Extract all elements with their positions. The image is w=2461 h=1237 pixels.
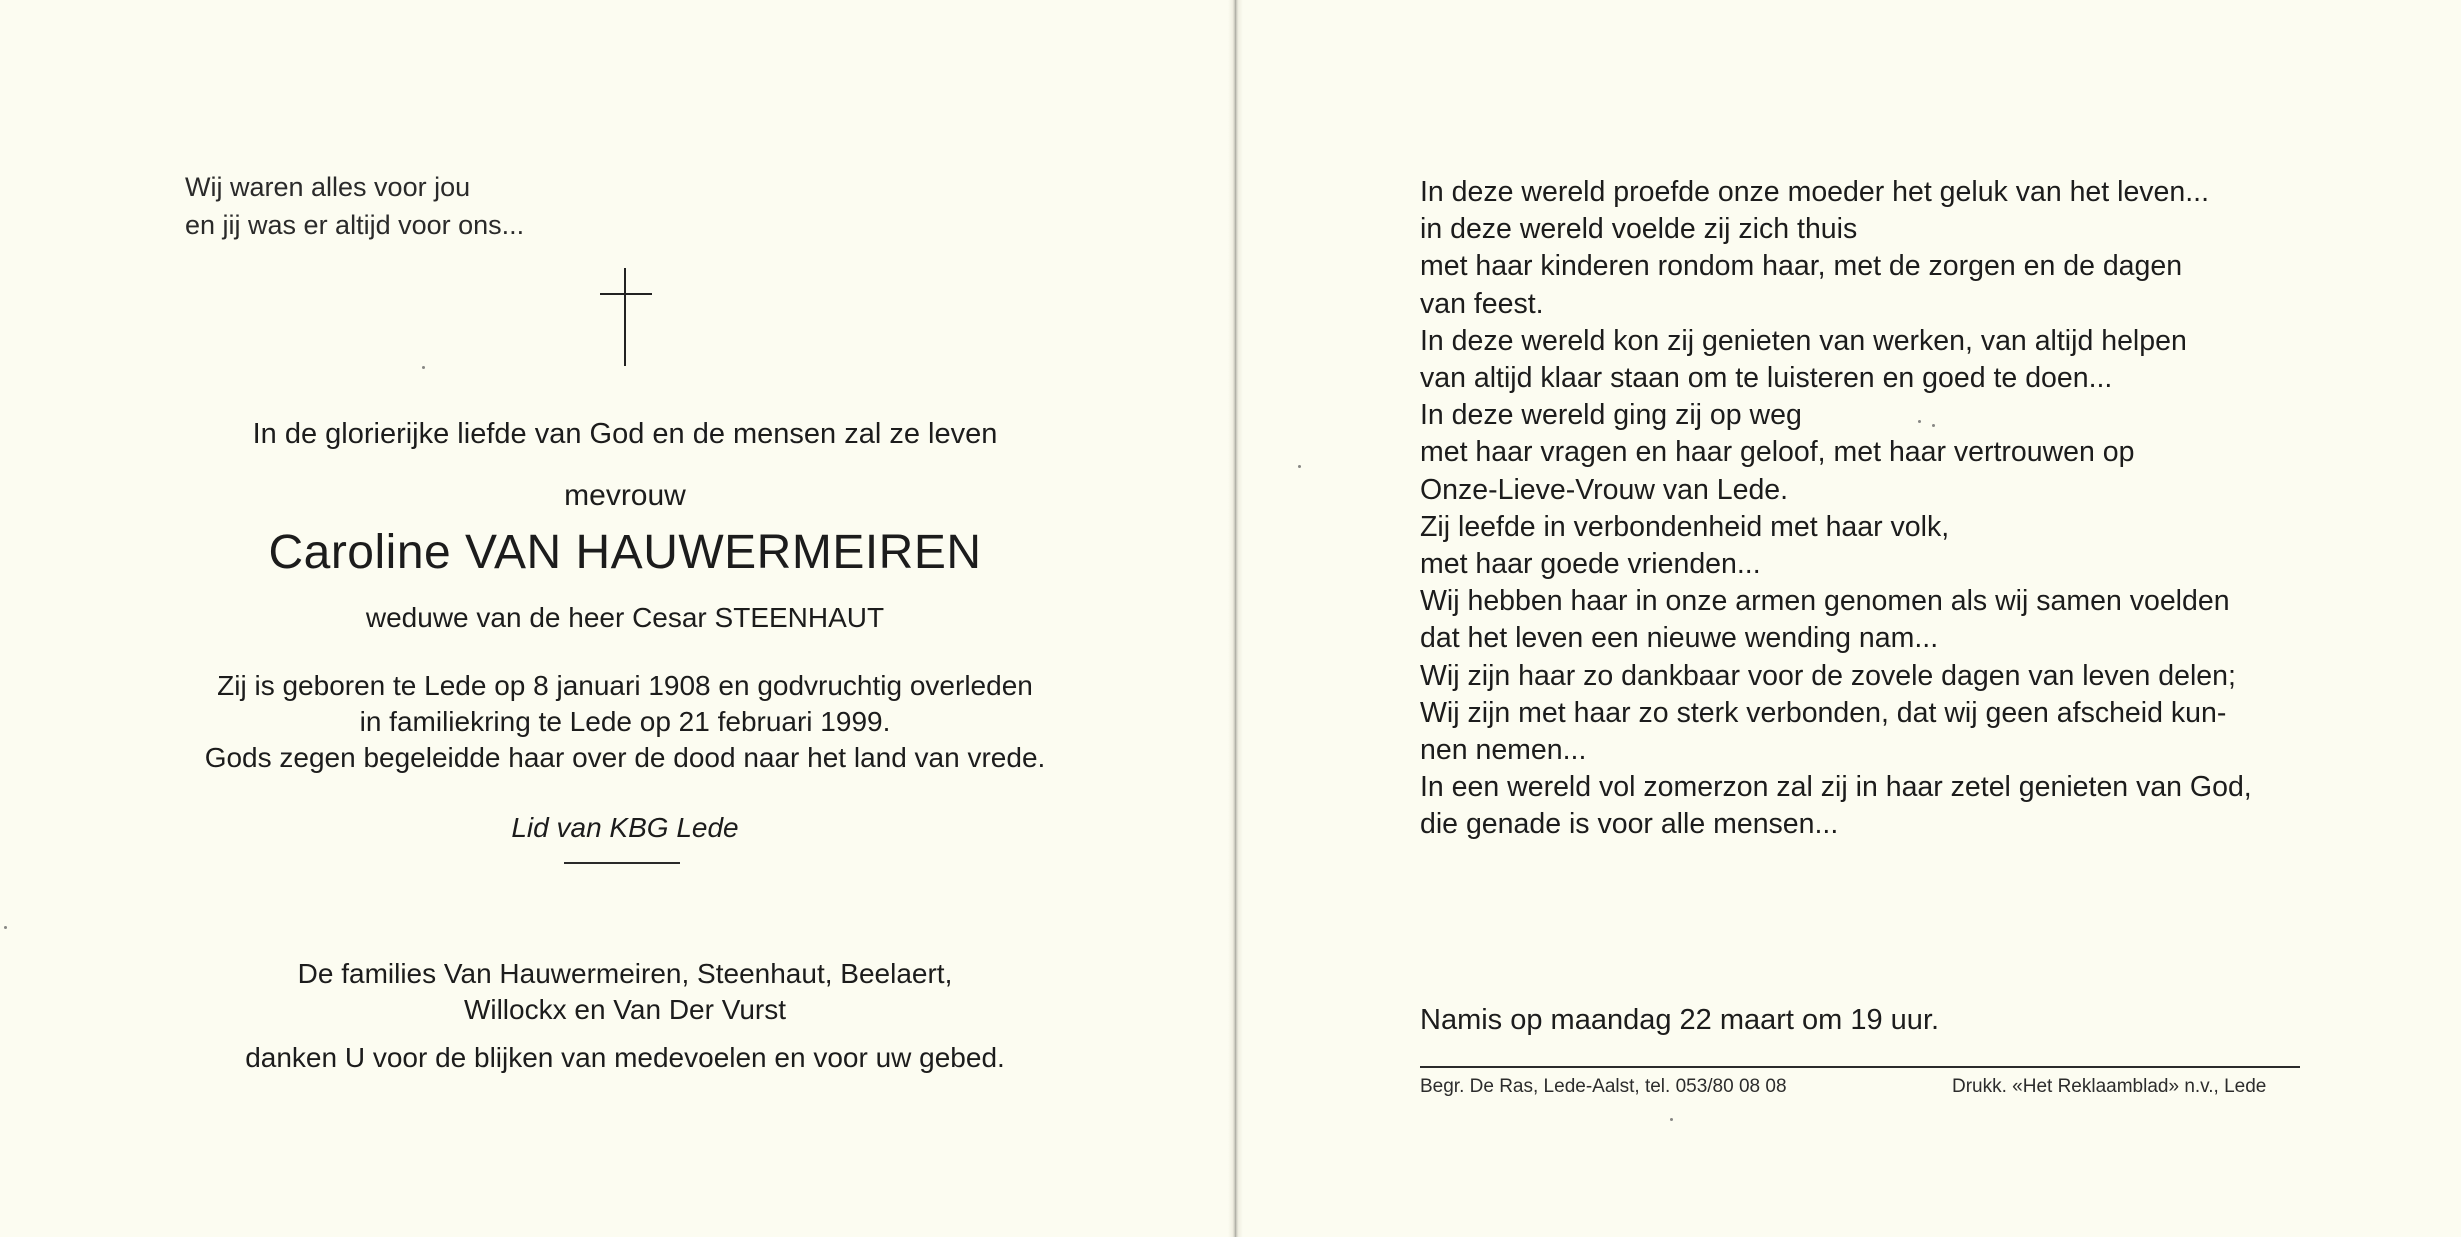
card-fold [1228,0,1243,1237]
poem-line: In deze wereld proefde onze moeder het geluk van het leven... [1420,176,2210,208]
poem-line: In een wereld vol zomerzon zal zij in haar zetel genieten van God, [1420,771,2252,804]
paper-speck [1932,424,1935,427]
footer-rule [1420,1066,2300,1068]
poem-line: van altijd klaar staan om te luisteren en goed te doen... [1420,362,2113,395]
motto-line: en jij was er altijd voor ons... [185,210,525,240]
motto-line: Wij waren alles voor jou [185,172,471,202]
birth-death-text [180,668,1070,776]
paper-speck [1918,420,1921,423]
paper-speck [422,366,425,369]
paper-speck [4,926,7,929]
birth-death-line: Gods zegen begeleidde haar over de dood naar het land van vrede. [204,742,1046,773]
birth-death-line: in familiekring te Lede op 21 februari 1999. [359,706,891,737]
poem-line: nen nemen... [1420,734,1587,767]
deceased-name: Caroline VAN HAUWERMEIREN [268,526,982,579]
poem-line: Onze-Lieve-Vrouw van Lede. [1420,473,1789,506]
poem-line: Wij hebben haar in onze armen genomen als wij samen voelden [1420,585,2230,618]
poem-line: van feest. [1420,287,1544,320]
widow-of: weduwe van de heer Cesar STEENHAUT [365,602,885,633]
paper-speck [1298,465,1301,468]
cross-icon [600,268,652,366]
families-line: De families Van Hauwermeiren, Steenhaut, Beelaert, [297,958,953,989]
poem-line: Wij zijn haar zo dankbaar voor de zovele dagen van leven delen; [1420,659,2236,692]
paper-speck [1670,1118,1673,1121]
intro-text: In de glorierijke liefde van God en de mensen zal ze leven [252,418,998,450]
divider [564,862,680,864]
printer-credit: Drukk. «Het Reklaamblad» n.v., Lede [1952,1076,2267,1097]
honorific: mevrouw [564,479,686,512]
poem-line: in deze wereld voelde zij zich thuis [1420,213,1858,246]
undertaker-credit: Begr. De Ras, Lede-Aalst, tel. 053/80 08 08 [1420,1076,1787,1097]
poem-line: die genade is voor alle mensen... [1420,808,1839,841]
poem-line: In deze wereld ging zij op weg [1420,399,1802,432]
motto [185,168,524,244]
poem [1420,174,2305,844]
birth-death-line: Zij is geboren te Lede op 8 januari 1908 en godvruchtig overleden [217,670,1033,701]
poem-line: met haar kinderen rondom haar, met de zorgen en de dagen [1420,250,2183,283]
poem-line: Wij zijn met haar zo sterk verbonden, dat wij geen afscheid kun- [1420,696,2227,729]
poem-line: dat het leven een nieuwe wending nam... [1420,622,1939,655]
poem-line: Zij leefde in verbondenheid met haar volk, [1420,510,1950,543]
namis-notice: Namis op maandag 22 maart om 19 uur. [1420,1004,1940,1036]
families-line: Willockx en Van Der Vurst [463,994,787,1025]
poem-line: met haar vragen en haar geloof, met haar vertrouwen op [1420,436,2135,469]
families [180,956,1070,1028]
thanks: danken U voor de blijken van medevoelen en voor uw gebed. [245,1042,1005,1073]
membership: Lid van KBG Lede [511,812,739,843]
poem-line: In deze wereld kon zij genieten van werken, van altijd helpen [1420,324,2187,357]
poem-line: met haar goede vrienden... [1420,548,1761,581]
